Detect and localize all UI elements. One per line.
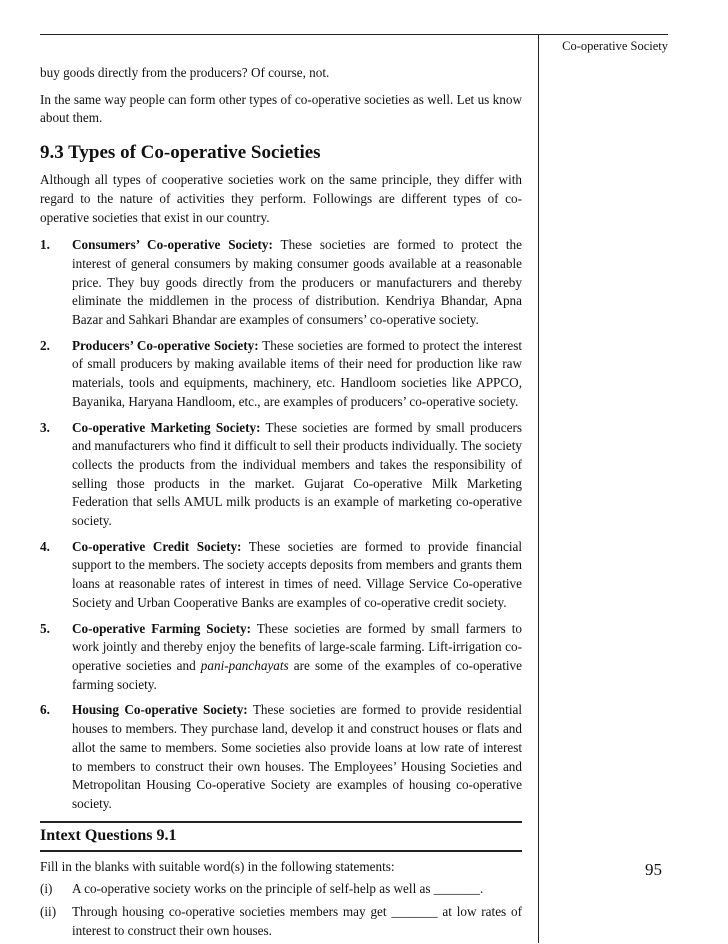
item-number: 1. <box>40 237 50 253</box>
question-text: Through housing co-operative societies members may get _______ at low rates of interest to construct their own houses. <box>72 904 522 938</box>
question-number: (ii) <box>40 904 57 920</box>
item-number: 4. <box>40 538 50 554</box>
item-text: These societies are formed by small producers and manufacturers who find it difficult to sell their products individually. The society collects the products from the individual members and takes the responsibility of selling those products in the market. Gujarat Co-operative Milk Marketing Federation that sells AMUL milk products is an example of marketing co-operative society. <box>72 419 523 529</box>
page-number: 95 <box>645 860 662 879</box>
item-number: 5. <box>40 620 50 636</box>
item-term: Co-operative Credit Society: <box>72 538 242 554</box>
intext-questions-header <box>40 821 522 852</box>
page-content <box>40 64 522 944</box>
intext-instructions: Fill in the blanks with suitable word(s) in the following statements: <box>40 858 395 874</box>
question-item <box>40 903 522 940</box>
question-number: (i) <box>40 881 53 897</box>
list-item <box>40 337 522 412</box>
item-term: Consumers’ Co-operative Society: <box>72 237 273 253</box>
item-italic-term: pani-panchayats <box>200 657 289 673</box>
question-list <box>40 880 522 940</box>
section-title: 9.3 Types of Co-operative Societies <box>40 142 321 164</box>
section-paragraph: Although all types of cooperative societies work on the same principle, they differ with regard to the nature of activities they perform. Followings are different types of co-operative societies that exist in our country. <box>40 172 522 225</box>
question-text: A co-operative society works on the principle of self-help as well as _______. <box>72 881 484 897</box>
item-number: 2. <box>40 337 50 353</box>
society-types-list <box>40 236 522 813</box>
running-head: Co-operative Society <box>562 39 668 53</box>
intext-title: Intext Questions 9.1 <box>40 826 177 844</box>
item-term: Producers’ Co-operative Society: <box>72 337 259 353</box>
item-text-continued: are some of the examples of co-operative farming society. <box>72 657 523 692</box>
item-term: Co-operative Farming Society: <box>72 620 251 636</box>
list-item <box>40 620 522 695</box>
item-number: 6. <box>40 702 50 718</box>
list-item <box>40 538 522 613</box>
question-item <box>40 880 522 899</box>
item-text: These societies are formed to provide financial support to the members. The society accepts deposits from members and grants them loans at reasonable rates of interest in times of need. Village Service Co-operative Society and Urban Cooperative Banks are examples of co-operative credit society. <box>72 538 522 610</box>
item-text: These societies are formed by small farmers to work jointly and thereby enjoy the benefits of large-scale farming. Lift-irrigation co-operative societies and <box>72 620 523 673</box>
intro-line-2: In the same way people can form other types of co-operative societies as well. Let us know about them. <box>40 91 522 126</box>
item-text: These societies are formed to protect the interest of small producers by making available items of their need for production like raw materials, tools and equipments, machinery, etc. Handloom societies like APPCO, Bayanika, Haryana Handloom, etc., are examples of producers’ co-operative society. <box>72 337 523 409</box>
item-text: These societies are formed to provide residential houses to members. They purchase land, develop it and construct houses or flats and allot the same to members. Some societies also provide loans at low rate of interest to members to construct their own houses. The Employees’ Housing Societies and Metropolitan Housing Co-operative Society are examples of housing co-operative society. <box>72 702 522 811</box>
header-rule <box>40 34 668 35</box>
list-item <box>40 236 522 330</box>
list-item <box>40 419 522 531</box>
item-term: Housing Co-operative Society: <box>72 702 248 718</box>
margin-rule <box>538 34 539 943</box>
item-text: These societies are formed to protect the interest of general consumers by making consumer goods available at a reasonable price. They buy goods directly from the producers or manufacturers and thereby eliminate the middlemen in the process of distribution. Kendriya Bhandar, Apna Bazar and Sahkari Bhandar are examples of consumers’ co-operative society. <box>72 237 522 328</box>
item-term: Co-operative Marketing Society: <box>72 419 261 435</box>
list-item <box>40 701 522 813</box>
intro-line-1: buy goods directly from the producers? Of course, not. <box>40 65 330 80</box>
item-number: 3. <box>40 419 50 435</box>
